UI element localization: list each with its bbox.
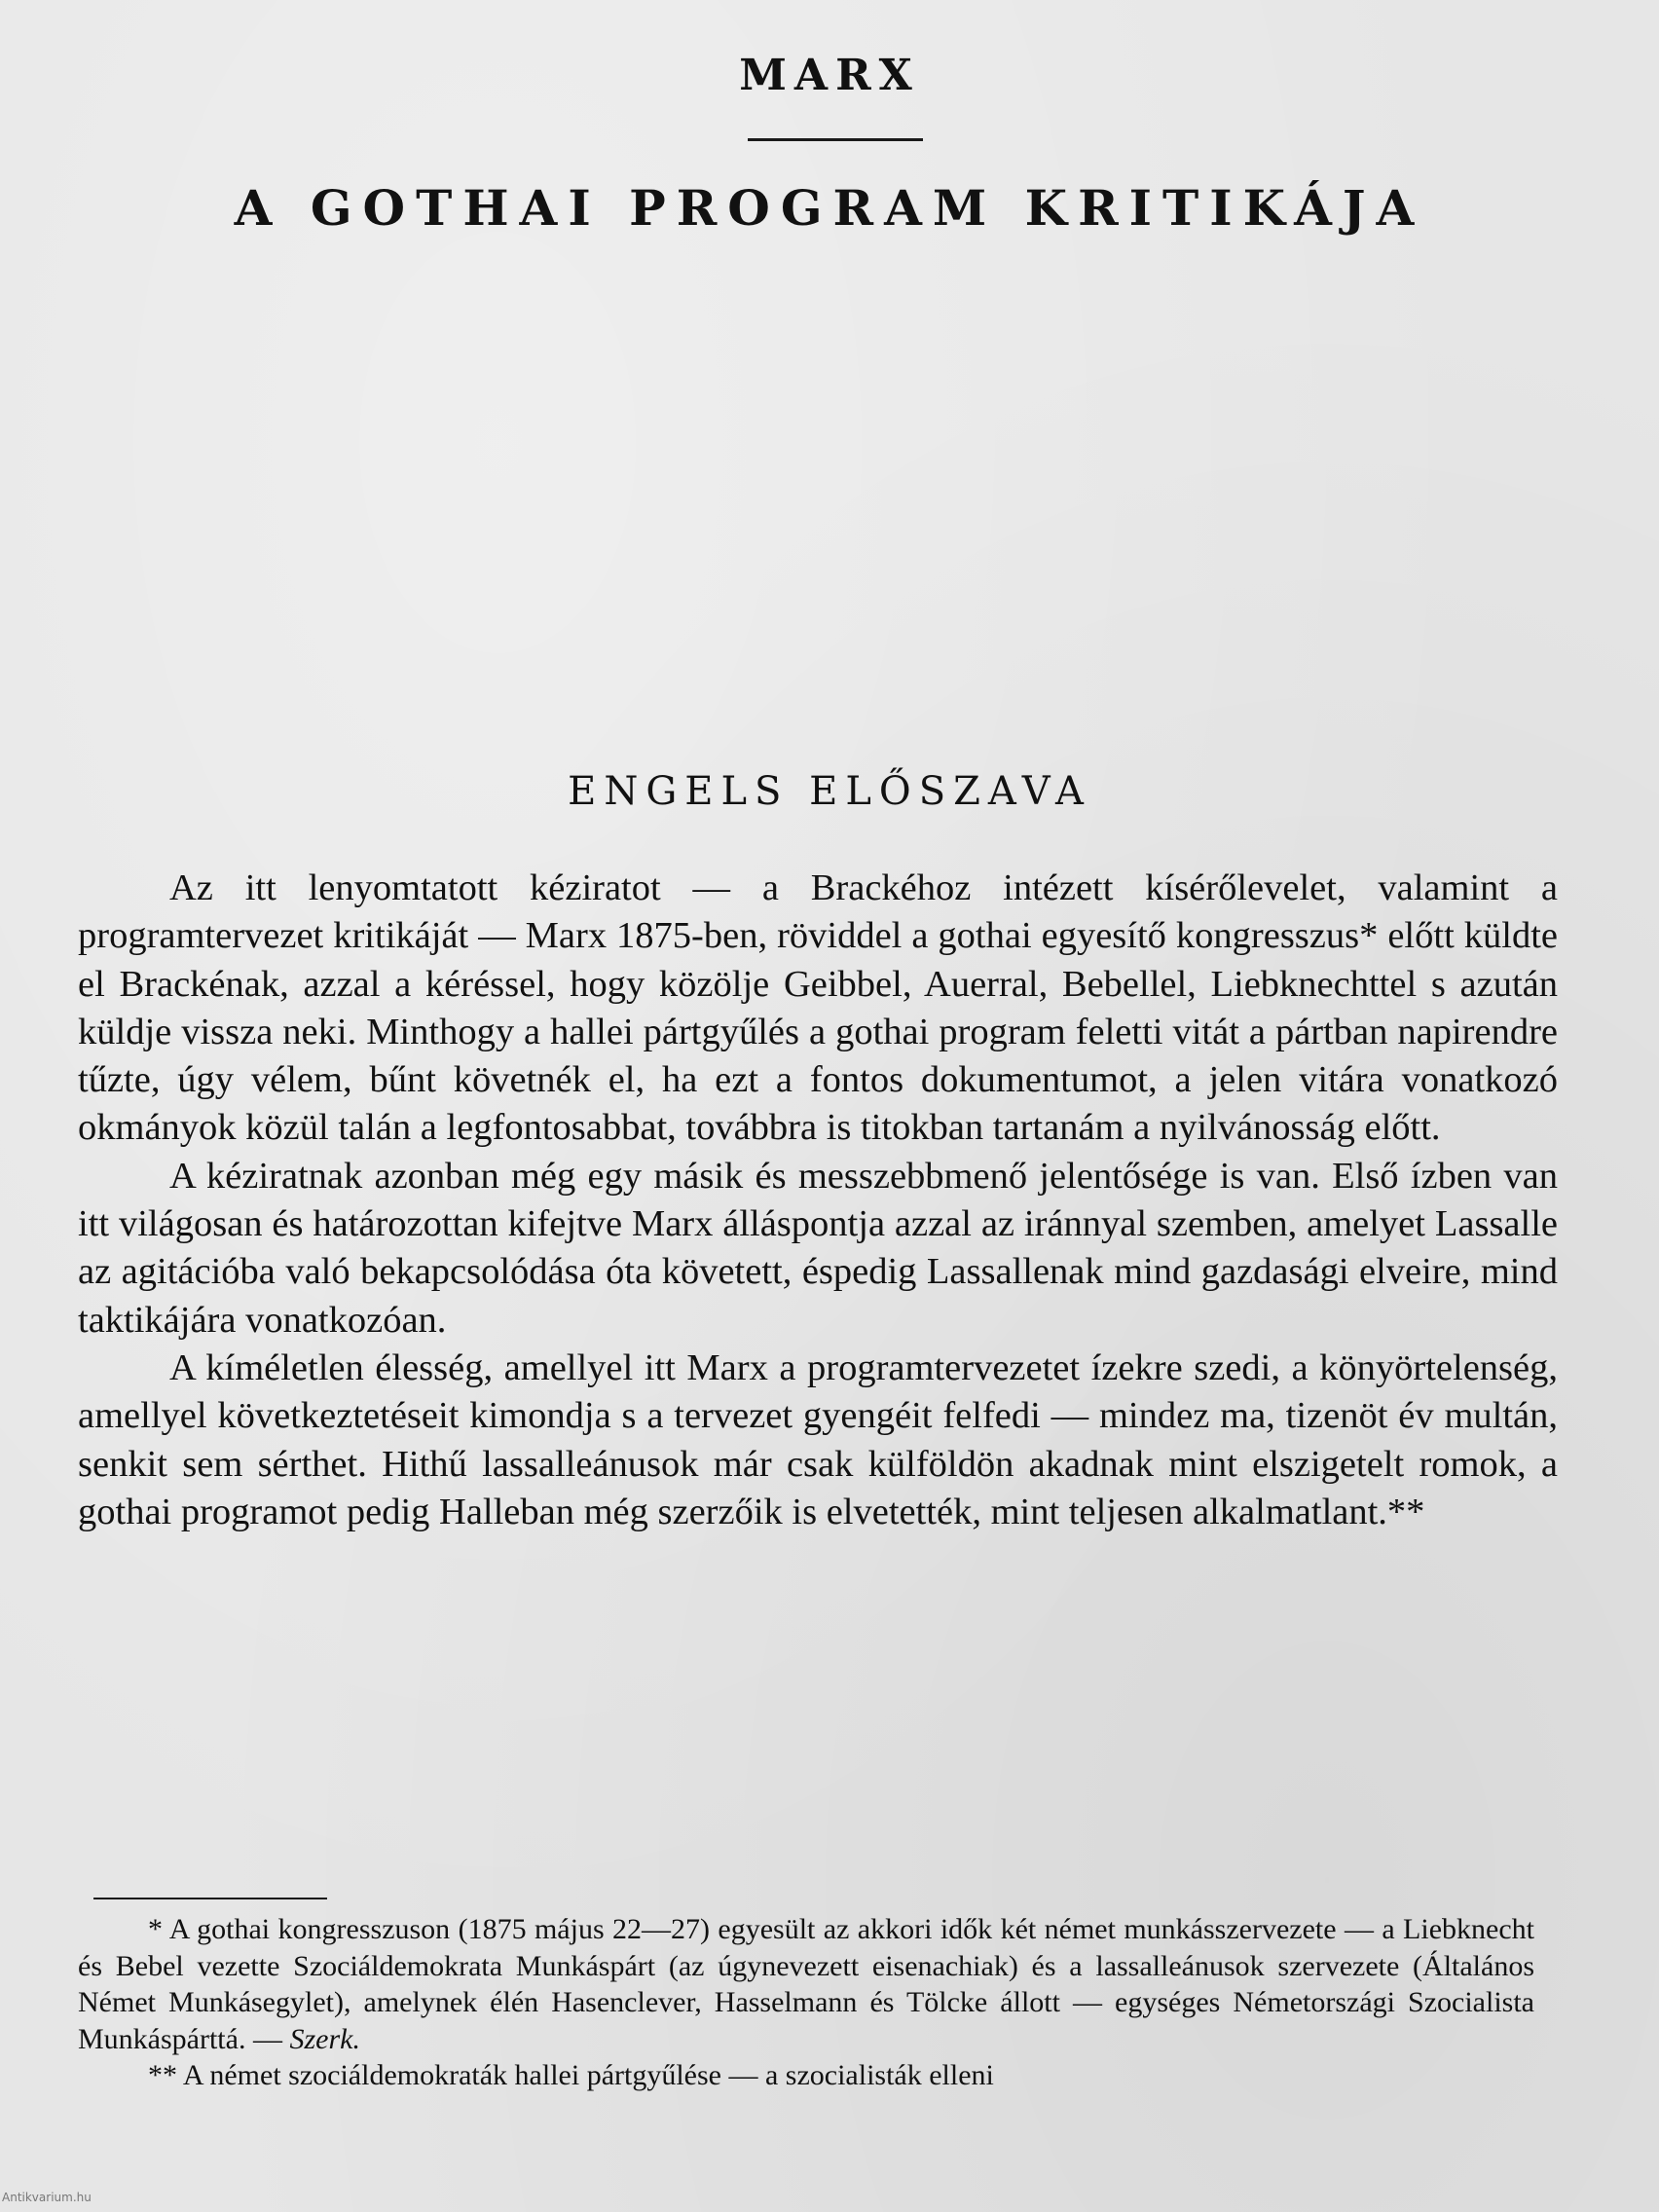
footnote-divider: [93, 1898, 327, 1899]
footnote-1-text: * A gothai kongresszuson (1875 május 22—27) egyesült az akkori idők két német munkásszervezete — a Liebknecht és Bebel vezette Szociáldemokrata Munkáspárt (az úgynevezett eisenachiak) és a lassalleánusok szervezete (Általános Német Munkásegylet), amelynek élén Hasenclever, Hasselmann és Tölcke állott — egységes Németországi Szocialista Munkáspárttá. —: [78, 1913, 1534, 2055]
paragraph: A kéziratnak azonban még egy másik és messzebbmenő jelentősége is van. Első ízben van itt világosan és határozottan kifejtve Marx álláspontja azzal az iránnyal szemben, amelyet Lassalle az agitációba való bekapcsolódása óta követett, éspedig Lassallenak mind gazdasági elveire, mind taktikájára vonatkozóan.: [78, 1155, 1558, 1341]
footnotes: [78, 1911, 1534, 2094]
paragraph: A kíméletlen élesség, amellyel itt Marx a programtervezetet ízekre szedi, a könyörtelenség, amellyel következtetéseit kimondja s a tervezet gyengéit felfedi — mindez ma, tizenöt év multán, senkit sem sérthet. Hithű lassalleánusok már csak külföldön akadnak mint elszigetelt romok, a gothai programot pedig Halleban még szerzőik is elvetették, mint teljesen alkalmatlant.**: [78, 1346, 1558, 1532]
work-title: A GOTHAI PROGRAM KRITIKÁJA: [234, 179, 1425, 237]
preface-body: [78, 865, 1558, 1536]
preface-heading: ENGELS ELŐSZAVA: [568, 769, 1091, 814]
editor-mark: Szerk.: [289, 2022, 360, 2055]
paragraph: Az itt lenyomtatott kéziratot — a Brackéhoz intézett kísérőlevelet, valamint a programtervezet kritikáját — Marx 1875-ben, röviddel a gothai egyesítő kongresszus* előtt küldte el Brackénak, azzal a kéréssel, hogy közölje Geibbel, Auerral, Bebellel, Liebknechttel s azután küldje vissza neki. Minthogy a hallei pártgyűlés a gothai program feletti vitát a pártban napirendre tűzte, úgy vélem, bűnt követnék el, ha ezt a fontos dokumentumot, a jelen vitára vonatkozó okmányok közül talán a legfontosabbat, továbbra is titokban tartanám a nyilvánosság előtt.: [78, 867, 1558, 1149]
footnote-1: [78, 1911, 1534, 2057]
footnote-2: ** A német szociáldemokraták hallei pártgyűlése — a szocialisták elleni: [148, 2059, 994, 2091]
title-divider: [748, 138, 923, 141]
site-watermark: Antikvarium.hu: [2, 2191, 92, 2204]
author-heading: MARX: [739, 51, 920, 100]
